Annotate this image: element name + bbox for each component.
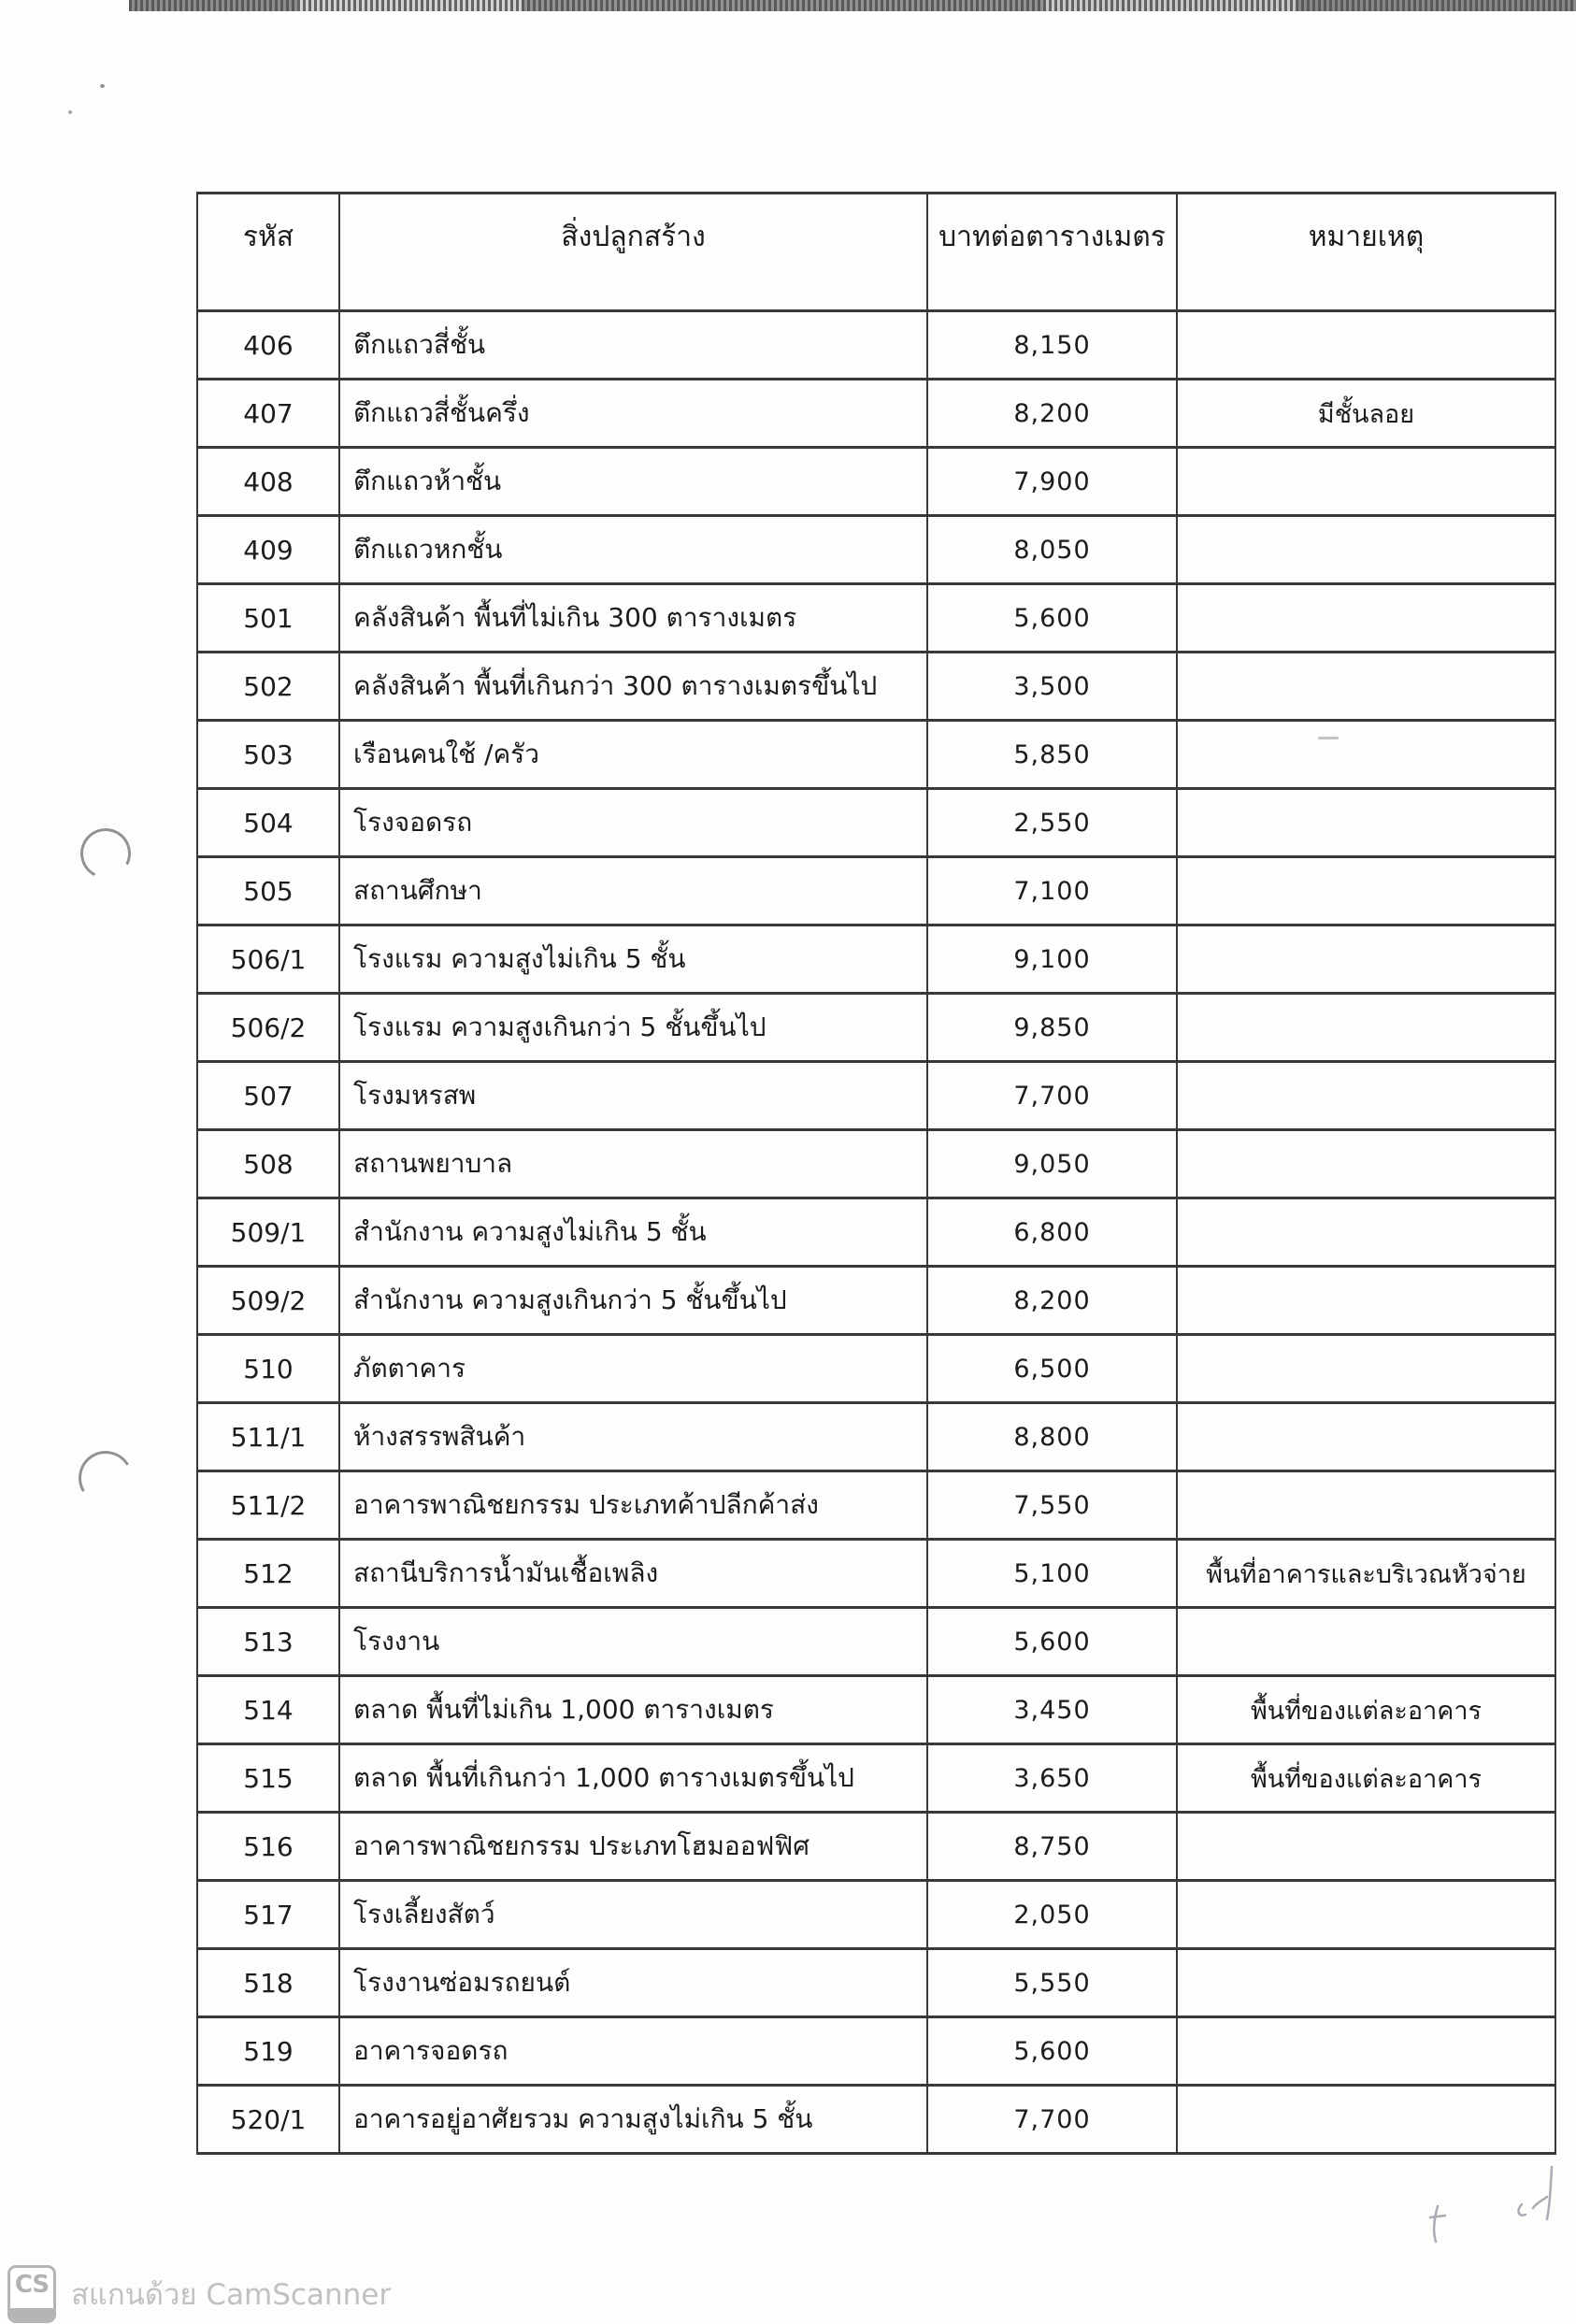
cell-structure: สถานีบริการน้ำมันเชื้อเพลิง: [339, 1540, 927, 1608]
cell-structure: สำนักงาน ความสูงเกินกว่า 5 ชั้นขึ้นไป: [339, 1267, 927, 1335]
cell-structure: ห้างสรรพสินค้า: [339, 1403, 927, 1471]
table-row: [197, 1267, 1555, 1335]
cell-structure: สถานศึกษา: [339, 857, 927, 925]
table-row: [197, 1881, 1555, 1949]
cell-structure: อาคารพาณิชยกรรม ประเภทค้าปลีกค้าส่ง: [339, 1471, 927, 1540]
cell-remark: [1177, 1130, 1555, 1198]
cell-structure: ภัตตาคาร: [339, 1335, 927, 1403]
scan-circle-mark: [73, 1445, 138, 1511]
cell-price: 3,650: [927, 1744, 1177, 1813]
cell-structure: สถานพยาบาล: [339, 1130, 927, 1198]
cell-price: 6,800: [927, 1198, 1177, 1267]
cell-structure: โรงแรม ความสูงเกินกว่า 5 ชั้นขึ้นไป: [339, 994, 927, 1062]
cell-code: 509/2: [197, 1267, 339, 1335]
cell-code: 503: [197, 721, 339, 789]
cell-code: 515: [197, 1744, 339, 1813]
cell-structure: ตึกแถวสี่ชั้น: [339, 311, 927, 380]
scan-circle-mark: [74, 822, 137, 885]
cell-price: 7,550: [927, 1471, 1177, 1540]
cell-code: 516: [197, 1813, 339, 1881]
cell-price: 5,600: [927, 1608, 1177, 1676]
table-row: [197, 857, 1555, 925]
table-row: [197, 1403, 1555, 1471]
cell-structure: อาคารอยู่อาศัยรวม ความสูงไม่เกิน 5 ชั้น: [339, 2086, 927, 2154]
cell-price: 5,100: [927, 1540, 1177, 1608]
cell-price: 7,700: [927, 2086, 1177, 2154]
cell-code: 507: [197, 1062, 339, 1130]
cell-structure: เรือนคนใช้ /ครัว: [339, 721, 927, 789]
cell-code: 502: [197, 653, 339, 721]
cell-remark: [1177, 857, 1555, 925]
cell-price: 5,850: [927, 721, 1177, 789]
cell-price: 8,800: [927, 1403, 1177, 1471]
cell-structure: โรงเลี้ยงสัตว์: [339, 1881, 927, 1949]
cell-remark: [1177, 2017, 1555, 2086]
cell-price: 5,600: [927, 2017, 1177, 2086]
scan-speck: [68, 110, 72, 114]
cell-remark: [1177, 1403, 1555, 1471]
cell-remark: [1177, 1471, 1555, 1540]
table-row: [197, 1813, 1555, 1881]
table-row: [197, 653, 1555, 721]
cell-remark: [1177, 1198, 1555, 1267]
cell-remark: [1177, 1062, 1555, 1130]
cell-remark: [1177, 1949, 1555, 2017]
camscanner-footer: [7, 2264, 391, 2324]
cell-structure: คลังสินค้า พื้นที่เกินกว่า 300 ตารางเมตรขึ้นไป: [339, 653, 927, 721]
cell-price: 7,900: [927, 448, 1177, 516]
cell-price: 5,600: [927, 584, 1177, 653]
table-row: [197, 311, 1555, 380]
camscanner-logo-band: [10, 2308, 53, 2320]
cell-code: 520/1: [197, 2086, 339, 2154]
table-row: [197, 1198, 1555, 1267]
cell-remark: มีชั้นลอย: [1177, 380, 1555, 448]
cell-structure: โรงงานซ่อมรถยนต์: [339, 1949, 927, 2017]
table-row: [197, 2086, 1555, 2154]
cell-remark: [1177, 721, 1555, 789]
cell-price: 8,150: [927, 311, 1177, 380]
cell-price: 3,450: [927, 1676, 1177, 1744]
cell-remark: [1177, 311, 1555, 380]
col-header-structure: สิ่งปลูกสร้าง: [339, 194, 927, 311]
table-row: [197, 1335, 1555, 1403]
table-row: [197, 516, 1555, 584]
scan-speck: [100, 84, 105, 88]
table-row: [197, 789, 1555, 857]
building-rates-table-wrap: [196, 192, 1555, 2155]
col-header-remark: หมายเหตุ: [1177, 194, 1555, 311]
cell-structure: ตลาด พื้นที่เกินกว่า 1,000 ตารางเมตรขึ้นไป: [339, 1744, 927, 1813]
cell-structure: อาคารพาณิชยกรรม ประเภทโฮมออฟฟิศ: [339, 1813, 927, 1881]
table-body: [197, 311, 1555, 2154]
cell-code: 519: [197, 2017, 339, 2086]
cell-remark: [1177, 653, 1555, 721]
table-header-row: [197, 194, 1555, 311]
cell-remark: [1177, 2086, 1555, 2154]
cell-price: 8,750: [927, 1813, 1177, 1881]
cell-code: 505: [197, 857, 339, 925]
cell-code: 408: [197, 448, 339, 516]
handwritten-mark: [1402, 2150, 1570, 2253]
cell-remark: [1177, 1813, 1555, 1881]
cell-code: 513: [197, 1608, 339, 1676]
cell-structure: โรงงาน: [339, 1608, 927, 1676]
cell-structure: โรงมหรสพ: [339, 1062, 927, 1130]
scan-artifact-top-edge: [129, 0, 1576, 11]
cell-price: 9,850: [927, 994, 1177, 1062]
cell-code: 514: [197, 1676, 339, 1744]
cell-remark: พื้นที่อาคารและบริเวณหัวจ่าย: [1177, 1540, 1555, 1608]
building-rates-table: [196, 192, 1556, 2155]
table-row: [197, 721, 1555, 789]
cell-price: 2,550: [927, 789, 1177, 857]
cell-remark: [1177, 1335, 1555, 1403]
cell-code: 509/1: [197, 1198, 339, 1267]
cell-remark: พื้นที่ของแต่ละอาคาร: [1177, 1676, 1555, 1744]
cell-remark: [1177, 516, 1555, 584]
table-row: [197, 1130, 1555, 1198]
table-row: [197, 1062, 1555, 1130]
table-row: [197, 994, 1555, 1062]
cell-structure: คลังสินค้า พื้นที่ไม่เกิน 300 ตารางเมตร: [339, 584, 927, 653]
cell-remark: [1177, 789, 1555, 857]
cell-code: 508: [197, 1130, 339, 1198]
cell-remark: [1177, 1608, 1555, 1676]
cell-code: 501: [197, 584, 339, 653]
cell-price: 6,500: [927, 1335, 1177, 1403]
cell-remark: [1177, 1267, 1555, 1335]
camscanner-logo-text: CS: [14, 2271, 50, 2299]
cell-code: 409: [197, 516, 339, 584]
cell-structure: อาคารจอดรถ: [339, 2017, 927, 2086]
cell-structure: สำนักงาน ความสูงไม่เกิน 5 ชั้น: [339, 1198, 927, 1267]
table-row: [197, 380, 1555, 448]
cell-structure: โรงจอดรถ: [339, 789, 927, 857]
cell-remark: [1177, 994, 1555, 1062]
cell-code: 512: [197, 1540, 339, 1608]
cell-code: 407: [197, 380, 339, 448]
cell-remark: [1177, 584, 1555, 653]
cell-structure: โรงแรม ความสูงไม่เกิน 5 ชั้น: [339, 925, 927, 994]
cell-structure: ตลาด พื้นที่ไม่เกิน 1,000 ตารางเมตร: [339, 1676, 927, 1744]
camscanner-logo: [7, 2265, 56, 2323]
col-header-price: บาทต่อตารางเมตร: [927, 194, 1177, 311]
cell-price: 9,050: [927, 1130, 1177, 1198]
col-header-code: รหัส: [197, 194, 339, 311]
cell-code: 511/2: [197, 1471, 339, 1540]
cell-price: 3,500: [927, 653, 1177, 721]
table-row: [197, 925, 1555, 994]
table-row: [197, 1676, 1555, 1744]
cell-code: 506/2: [197, 994, 339, 1062]
cell-price: 2,050: [927, 1881, 1177, 1949]
table-row: [197, 2017, 1555, 2086]
cell-remark: [1177, 448, 1555, 516]
cell-code: 504: [197, 789, 339, 857]
cell-price: 5,550: [927, 1949, 1177, 2017]
cell-code: 511/1: [197, 1403, 339, 1471]
cell-code: 517: [197, 1881, 339, 1949]
cell-price: 8,050: [927, 516, 1177, 584]
cell-price: 9,100: [927, 925, 1177, 994]
table-row: [197, 584, 1555, 653]
table-row: [197, 448, 1555, 516]
cell-remark: พื้นที่ของแต่ละอาคาร: [1177, 1744, 1555, 1813]
cell-price: 8,200: [927, 380, 1177, 448]
cell-remark: [1177, 1881, 1555, 1949]
camscanner-caption: สแกนด้วย CamScanner: [71, 2278, 392, 2312]
table-row: [197, 1608, 1555, 1676]
cell-price: 7,100: [927, 857, 1177, 925]
table-row: [197, 1949, 1555, 2017]
table-row: [197, 1540, 1555, 1608]
cell-structure: ตึกแถวหกชั้น: [339, 516, 927, 584]
cell-price: 7,700: [927, 1062, 1177, 1130]
cell-code: 406: [197, 311, 339, 380]
cell-code: 518: [197, 1949, 339, 2017]
cell-structure: ตึกแถวสี่ชั้นครึ่ง: [339, 380, 927, 448]
cell-code: 510: [197, 1335, 339, 1403]
cell-code: 506/1: [197, 925, 339, 994]
cell-structure: ตึกแถวห้าชั้น: [339, 448, 927, 516]
cell-price: 8,200: [927, 1267, 1177, 1335]
cell-remark: [1177, 925, 1555, 994]
table-row: [197, 1471, 1555, 1540]
table-row: [197, 1744, 1555, 1813]
